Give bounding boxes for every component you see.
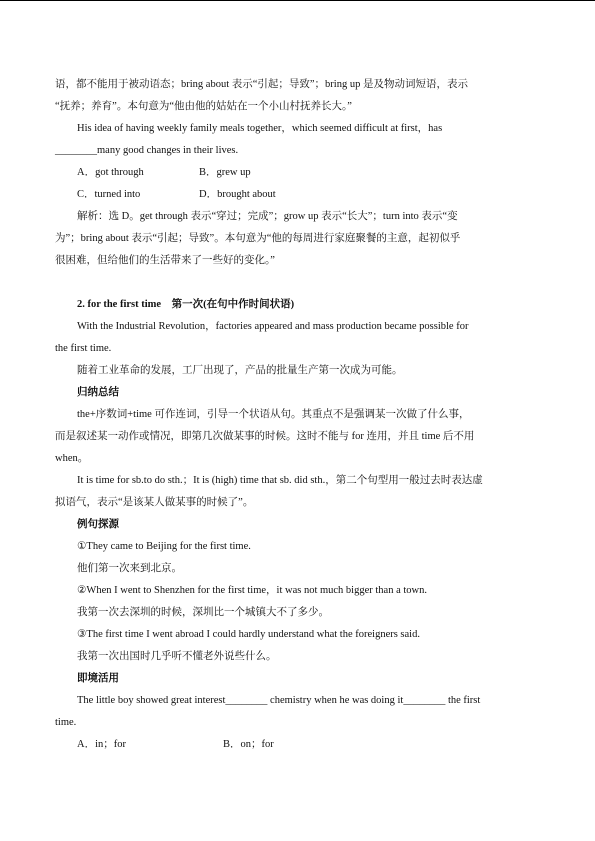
practice-blank-1: ________ [225, 695, 268, 706]
practice-blank-2: ________ [403, 695, 446, 706]
practice-text-b: chemistry when he was doing it [267, 695, 404, 706]
section-heading: 2. for the first time 第一次(在句中作时间状语) [77, 299, 295, 310]
example1-english: ①They came to Beijing for the first time. [77, 541, 251, 552]
analysis-line3: 很困难，但给他们的生活带来了一些好的变化。” [55, 255, 275, 266]
options-row-1 [55, 162, 543, 184]
summary-line2: 而是叙述某一动作或情况，即第几次做某事的时候。这时不能与 for 连用，并且 time 后不用 [55, 431, 475, 442]
question-stem-part1: His idea of having weekly family meals together，which seemed difficult at first，has [77, 123, 443, 134]
document-body [55, 74, 543, 756]
spacer [55, 272, 543, 294]
option-c: C．turned into [77, 189, 141, 200]
example1-chinese: 他们第一次来到北京。 [77, 563, 182, 574]
analysis-line1: 解析：选 D。get through 表示“穿过；完成”；grow up 表示“长大”；turn into 表示“变 [77, 211, 458, 222]
practice-text-a: The little boy showed great interest [77, 695, 226, 706]
analysis-line2: 为”；bring about 表示“引起；导致”。本句意为“他的每周进行家庭聚餐的主意，起初似乎 [55, 233, 461, 244]
question-stem [55, 118, 543, 140]
question-blank: ________ [55, 145, 97, 156]
analysis-continued-line2: “抚养；养育”。本句意为“他由他的姑姑在一个小山村抚养长大。” [55, 101, 352, 112]
practice-title: 即境活用 [77, 673, 119, 684]
example-english-line1: With the Industrial Revolution，factories appeared and mass production became possible for [77, 321, 469, 332]
summary-line1: the+序数词+time 可作连词，引导一个状语从句。其重点不是强调某一次做了什么事， [77, 409, 470, 420]
summary-title: 归纳总结 [77, 387, 119, 398]
example3-english: ③The first time I went abroad I could hardly understand what the foreigners said. [77, 629, 420, 640]
option-d: D．brought about [199, 189, 276, 200]
example2-english: ②When I went to Shenzhen for the first time，it was not much bigger than a town. [77, 585, 427, 596]
example2-chinese: 我第一次去深圳的时候，深圳比一个城镇大不了多少。 [77, 607, 329, 618]
page-top-rule [0, 0, 595, 1]
practice-text-c: the first [445, 695, 481, 706]
practice-options-row [55, 734, 543, 756]
practice-option-b: B．on；for [223, 739, 274, 750]
question-stem-part2: many good changes in their lives. [97, 145, 239, 156]
practice-line1 [55, 690, 543, 712]
question-stem-line2 [55, 140, 543, 162]
options-row-2 [55, 184, 543, 206]
pattern-line1: It is time for sb.to do sth.；It is (high) time that sb. did sth.，第二个句型用一般过去时表达虚 [77, 475, 483, 486]
option-a: A．got through [77, 167, 144, 178]
examples-title: 例句探源 [77, 519, 119, 530]
summary-line3: when。 [55, 453, 89, 464]
pattern-line2: 拟语气，表示“是该某人做某事的时候了”。 [55, 497, 254, 508]
analysis-continued-line1: 语，都不能用于被动语态；bring about 表示“引起；导致”；bring up 是及物动词短语，表示 [55, 79, 468, 90]
option-b: B．grew up [199, 167, 251, 178]
example-english-line2: the first time. [55, 343, 112, 354]
example3-chinese: 我第一次出国时几乎听不懂老外说些什么。 [77, 651, 277, 662]
practice-line2: time. [55, 717, 77, 728]
example-chinese: 随着工业革命的发展，工厂出现了，产品的批量生产第一次成为可能。 [77, 365, 403, 376]
practice-option-a: A．in；for [77, 739, 126, 750]
